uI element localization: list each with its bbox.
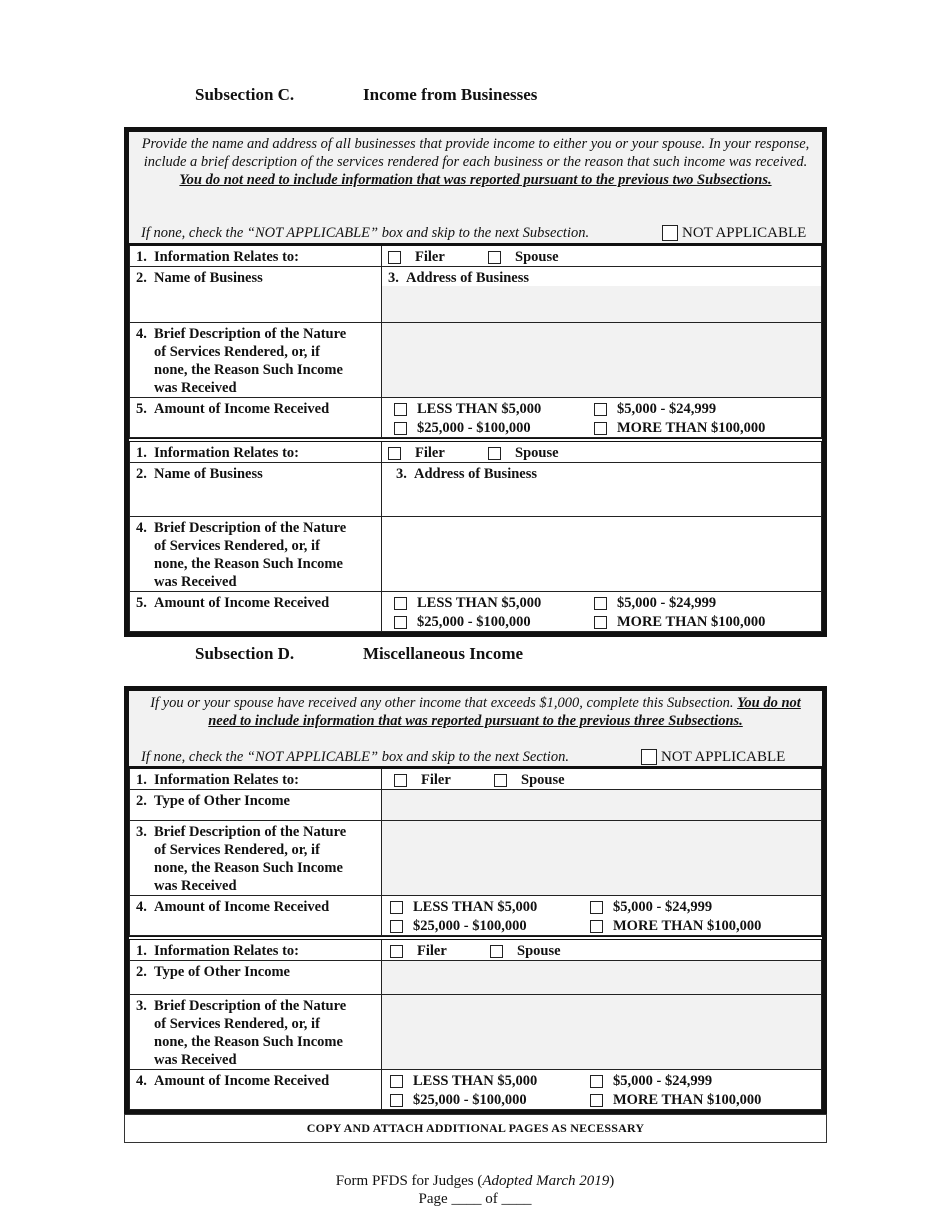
relates-label: 1. Information Relates to: — [130, 768, 382, 790]
subsection-c-entry-1 — [129, 243, 822, 438]
filer-checkbox[interactable] — [390, 945, 403, 958]
business-address-field[interactable]: 3. Address of Business — [382, 463, 822, 517]
less-than-5000-checkbox[interactable] — [390, 1075, 403, 1088]
not-applicable-checkbox[interactable] — [662, 225, 678, 241]
subsection-d-heading — [195, 644, 524, 664]
subsection-c-instructions — [129, 132, 822, 243]
income-type-label: 2. Type of Other Income — [130, 961, 382, 995]
less-than-5000-checkbox[interactable] — [394, 403, 407, 416]
filer-checkbox[interactable] — [388, 447, 401, 460]
subsection-d-label: Subsection D. — [195, 644, 295, 663]
spouse-label: Spouse — [521, 772, 565, 788]
subsection-d-frame — [124, 686, 827, 1115]
spouse-label: Spouse — [517, 943, 561, 959]
amount-options: LESS THAN $5,000 $5,000 - $24,999 $25,000 - $100,000 MORE THAN $100,000 — [382, 398, 822, 438]
relates-label: 1. Information Relates to: — [130, 440, 382, 463]
adopted-date: Adopted March 2019 — [482, 1173, 610, 1189]
amount-label: 5. Amount of Income Received — [130, 398, 382, 438]
spouse-checkbox[interactable] — [490, 945, 503, 958]
subsection-d-intro-emphasis: You do not need to include information that was reported pursuant to the previous three Subsections. — [208, 695, 801, 729]
form-name: Form PFDS for Judges (Adopted March 2019) — [335, 1173, 615, 1189]
5000-24999-checkbox[interactable] — [594, 597, 607, 610]
income-type-field[interactable] — [382, 961, 822, 995]
filer-checkbox[interactable] — [388, 251, 401, 264]
description-label: 4. Brief Description of the Nature of Services Rendered, or, if none, the Reason Such Income was Received — [130, 323, 382, 398]
filer-label: Filer — [415, 249, 445, 265]
relates-label: 1. Information Relates to: — [130, 938, 382, 961]
subsection-c-entry-2 — [129, 438, 822, 632]
less-than-5000-checkbox[interactable] — [394, 597, 407, 610]
25000-100000-checkbox[interactable] — [390, 1094, 403, 1107]
25000-100000-checkbox[interactable] — [390, 920, 403, 933]
subsection-c-not-applicable[interactable] — [662, 224, 806, 242]
more-than-100000-checkbox[interactable] — [594, 422, 607, 435]
description-field[interactable] — [382, 995, 822, 1070]
subsection-d-entry-1 — [129, 766, 822, 936]
relates-options — [382, 938, 822, 961]
5000-24999-checkbox[interactable] — [590, 1075, 603, 1088]
amount-label: 4. Amount of Income Received — [130, 896, 382, 936]
25000-100000-checkbox[interactable] — [394, 422, 407, 435]
filer-label: Filer — [417, 943, 447, 959]
business-name-label: 2. Name of Business — [130, 267, 382, 323]
not-applicable-label: NOT APPLICABLE — [682, 225, 807, 241]
description-label: 4. Brief Description of the Nature of Services Rendered, or, if none, the Reason Such Income was Received — [130, 517, 382, 592]
subsection-c-label: Subsection C. — [195, 85, 295, 104]
income-type-label: 2. Type of Other Income — [130, 790, 382, 821]
subsection-c-intro-emphasis: You do not need to include information that was reported pursuant to the previous two Subsections. — [179, 172, 772, 188]
more-than-100000-checkbox[interactable] — [590, 1094, 603, 1107]
filer-label: Filer — [415, 445, 445, 461]
business-address-field[interactable]: 3. Address of Business — [382, 267, 822, 323]
amount-options: LESS THAN $5,000 $5,000 - $24,999 $25,000 - $100,000 MORE THAN $100,000 — [382, 1070, 822, 1110]
filer-label: Filer — [421, 772, 451, 788]
description-field[interactable] — [382, 517, 822, 592]
subsection-c-title: Income from Businesses — [363, 85, 538, 104]
amount-options: LESS THAN $5,000 $5,000 - $24,999 $25,000 - $100,000 MORE THAN $100,000 — [382, 896, 822, 936]
attach-pages-note: COPY AND ATTACH ADDITIONAL PAGES AS NECESSARY — [124, 1114, 827, 1143]
more-than-100000-checkbox[interactable] — [594, 616, 607, 629]
business-name-label: 2. Name of Business — [130, 463, 382, 517]
not-applicable-checkbox[interactable] — [641, 749, 657, 765]
relates-options — [382, 768, 822, 790]
spouse-label: Spouse — [515, 249, 559, 265]
subsection-d-entry-2 — [129, 936, 822, 1110]
5000-24999-checkbox[interactable] — [594, 403, 607, 416]
amount-label: 4. Amount of Income Received — [130, 1070, 382, 1110]
page-number: Page ____ of ____ — [418, 1191, 532, 1207]
5000-24999-checkbox[interactable] — [590, 901, 603, 914]
subsection-d-instructions — [129, 691, 822, 766]
relates-options — [382, 245, 822, 267]
subsection-c-heading — [195, 85, 538, 105]
description-field[interactable] — [382, 821, 822, 896]
25000-100000-checkbox[interactable] — [394, 616, 407, 629]
more-than-100000-checkbox[interactable] — [590, 920, 603, 933]
relates-options — [382, 440, 822, 463]
subsection-c-frame — [124, 127, 827, 637]
subsection-d-not-applicable[interactable] — [641, 748, 785, 766]
subsection-d-title: Miscellaneous Income — [363, 644, 524, 663]
subsection-d-intro: If you or your spouse have received any other income that exceeds $1,000, complete this Subsection. — [150, 695, 734, 711]
spouse-label: Spouse — [515, 445, 559, 461]
spouse-checkbox[interactable] — [488, 447, 501, 460]
amount-label: 5. Amount of Income Received — [130, 592, 382, 632]
spouse-checkbox[interactable] — [494, 774, 507, 787]
income-type-field[interactable] — [382, 790, 822, 821]
filer-checkbox[interactable] — [394, 774, 407, 787]
description-label: 3. Brief Description of the Nature of Services Rendered, or, if none, the Reason Such Income was Received — [130, 821, 382, 896]
amount-options: LESS THAN $5,000 $5,000 - $24,999 $25,000 - $100,000 MORE THAN $100,000 — [382, 592, 822, 632]
subsection-c-none-note: If none, check the “NOT APPLICABLE” box and skip to the next Subsection. — [141, 225, 590, 241]
spouse-checkbox[interactable] — [488, 251, 501, 264]
relates-label: 1. Information Relates to: — [130, 245, 382, 267]
not-applicable-label: NOT APPLICABLE — [661, 749, 786, 765]
description-field[interactable] — [382, 323, 822, 398]
description-label: 3. Brief Description of the Nature of Services Rendered, or, if none, the Reason Such Income was Received — [130, 995, 382, 1070]
subsection-d-none-note: If none, check the “NOT APPLICABLE” box and skip to the next Section. — [141, 749, 569, 765]
less-than-5000-checkbox[interactable] — [390, 901, 403, 914]
subsection-c-intro: Provide the name and address of all businesses that provide income to either you or your spouse. In your response, include a brief description of the services rendered for each business or the reason that such income was received. — [141, 136, 810, 170]
